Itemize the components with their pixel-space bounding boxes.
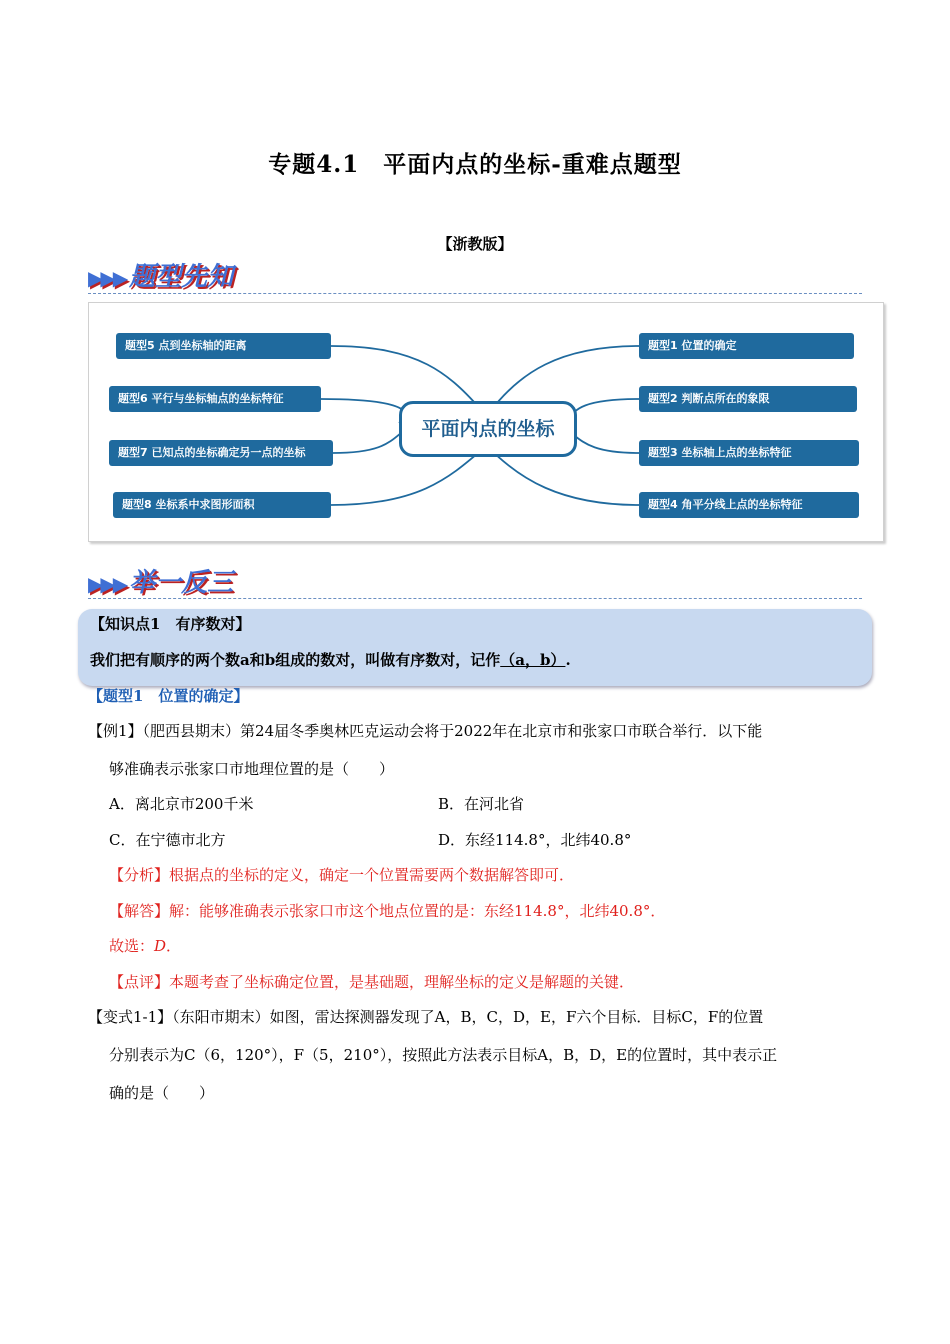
option-b: B．在河北省 xyxy=(438,795,525,813)
choice-letter: D xyxy=(154,937,167,955)
analysis-tag: 【分析】 xyxy=(109,866,170,884)
answer-tag: 【解答】 xyxy=(109,902,170,920)
variant1-line2: 分别表示为C（6，120°），F（5，210°），按照此方法表示目标A，B，D，E的位置时，其中表示正 xyxy=(109,1046,778,1064)
mindmap-node-type6: 题型6 平行与坐标轴点的坐标特征 xyxy=(109,386,321,412)
comment-tag: 【点评】 xyxy=(109,973,170,991)
triple-arrow-icon: ▶▶▶ xyxy=(88,266,126,290)
document-title: 专题4.1 平面内点的坐标-重难点题型 xyxy=(268,151,682,178)
variant1-line1: 【变式1-1】（东阳市期末）如图，雷达探测器发现了A，B，C，D，E，F六个目标．目标C，F的位置 xyxy=(88,1008,764,1026)
mindmap-node-type3: 题型3 坐标轴上点的坐标特征 xyxy=(639,440,859,466)
mindmap-figure xyxy=(88,302,884,542)
variant1-tag: 【变式1-1】 xyxy=(88,1008,173,1026)
section-divider-2 xyxy=(88,598,862,599)
triple-arrow-icon: ▶▶▶ xyxy=(88,572,126,596)
knowledge-heading: 【知识点1 有序数对】 xyxy=(90,615,251,633)
mindmap-node-type8: 题型8 坐标系中求图形面积 xyxy=(113,492,331,518)
mindmap-node-type1: 题型1 位置的确定 xyxy=(639,333,854,359)
mindmap-center-node: 平面内点的坐标 xyxy=(399,401,577,457)
mindmap-node-type2: 题型2 判断点所在的象限 xyxy=(639,386,857,412)
mindmap-node-type4: 题型4 角平分线上点的坐标特征 xyxy=(639,492,859,518)
mindmap-node-type7: 题型7 已知点的坐标确定另一点的坐标 xyxy=(109,440,333,466)
section-banner-practice xyxy=(88,562,233,596)
choice-line: 故选：D． xyxy=(109,937,182,955)
type1-heading: 【题型1 位置的确定】 xyxy=(88,687,249,705)
option-d: D．东经114.8°，北纬40.8° xyxy=(438,831,632,849)
option-c: C．在宁德市北方 xyxy=(109,831,226,849)
example1-tag: 【例1】 xyxy=(88,722,143,740)
knowledge-answer-blank: （a，b） xyxy=(500,651,566,669)
variant1-line3: 确的是（ ） xyxy=(109,1084,215,1102)
mindmap-node-type5: 题型5 点到坐标轴的距离 xyxy=(116,333,331,359)
answer-line: 【解答】解：能够准确表示张家口市这个地点位置的是：东经114.8°，北纬40.8°． xyxy=(109,902,666,920)
section-title-preview: 题型先知 xyxy=(129,262,234,292)
section-title-practice: 举一反三 xyxy=(129,568,234,598)
knowledge-text: 我们把有顺序的两个数a和b组成的数对，叫做有序数对，记作（a，b）. xyxy=(90,651,571,669)
analysis-line: 【分析】根据点的坐标的定义，确定一个位置需要两个数据解答即可． xyxy=(109,866,575,884)
section-divider-1 xyxy=(88,293,862,294)
example1-stem-line1: 【例1】（肥西县期末）第24届冬季奥林匹克运动会将于2022年在北京市和张家口市联合举行．以下能 xyxy=(88,722,763,740)
comment-line: 【点评】本题考查了坐标确定位置，是基础题，理解坐标的定义是解题的关键． xyxy=(109,973,635,991)
edition-label: 【浙教版】 xyxy=(437,235,513,253)
example1-stem-line2: 够准确表示张家口市地理位置的是（ ） xyxy=(109,760,395,778)
knowledge-point-box xyxy=(78,609,872,686)
section-banner-preview xyxy=(88,256,233,290)
option-a: A．离北京市200千米 xyxy=(109,795,254,813)
